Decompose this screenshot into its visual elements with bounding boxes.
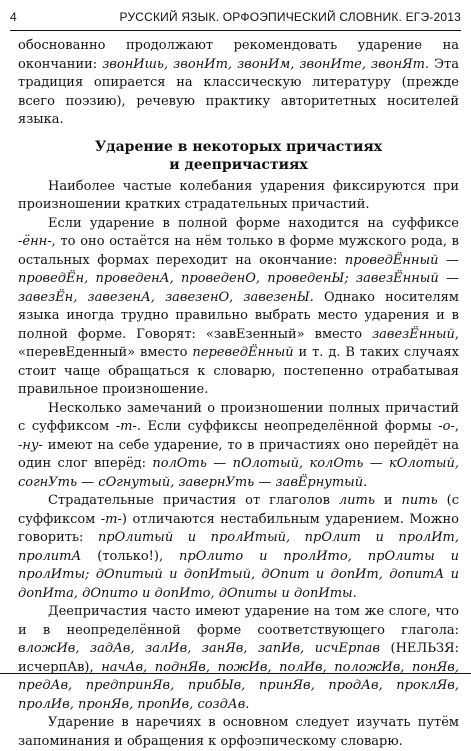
text-run: , «перевЕденный» вместо: [18, 326, 459, 360]
section-heading: [18, 138, 459, 174]
italic-example: прОлитый и пролИтый, прОлит и пролИт, пролитА: [18, 530, 459, 564]
paragraph-p-4: [18, 492, 459, 603]
paragraph-p-2: [18, 215, 459, 400]
text-run: Несколько замечаний о произношении полных причастий с суффиксом: [18, 400, 459, 434]
body-text: [18, 37, 459, 751]
text-run: (с суффиксом: [18, 493, 459, 527]
italic-example: переведЁнный: [192, 345, 294, 360]
italic-example: пить: [401, 493, 438, 508]
italic-example: -т-: [115, 419, 137, 434]
text-run: , то оно остаётся на нём только в форме мужского рода, в остальных формах переходит на окончание:: [18, 234, 459, 268]
page-header: [10, 6, 461, 28]
italic-example: звонИшь, звонИт, звонИм, звонИте, звонЯт.: [102, 56, 430, 72]
text-run: Если ударение в полной форме находится на суффиксе: [48, 215, 459, 231]
paragraph-p-5: [18, 603, 459, 714]
italic-example: проведЁнный — проведЁн, проведенА, проведенО, проведенЫ; завезЁнный — завезЁн, завезенА, завезенО, завезенЫ.: [18, 252, 459, 305]
text-run: и т. д. В таких случаях стоит чаще обращаться к словарю, постепенно отрабатывая правильное произношение.: [18, 345, 459, 397]
heading-line: Ударение в некоторых причастиях: [94, 138, 383, 155]
text-run: Деепричастия часто имеют ударение на том же слоге, что и в неопределённой форме соответствующего глагола:: [18, 604, 459, 638]
text-run: имеют на себе ударение, то в причастиях оно перейдёт на один слог вперёд:: [18, 437, 459, 471]
heading-line: и деепричастиях: [169, 156, 308, 173]
italic-example: -ённ-: [18, 234, 52, 249]
text-run: ,: [454, 419, 459, 434]
italic-example: вложИв, задАв, залИв, занЯв, запИв, исчЕрпав: [18, 641, 380, 656]
text-run: (только!),: [81, 548, 180, 564]
italic-example: завезЁнный: [372, 326, 455, 342]
text-run: Ударение в наречиях в основном следует изучать путём запоминания и обращения к орфоэпическому словарю.: [18, 715, 459, 749]
italic-example: лить: [338, 493, 375, 508]
italic-example: -ну-: [18, 437, 43, 453]
text-run: Страдательные причастия от глаголов: [48, 493, 339, 508]
text-run: Эта традиция опирается на классическую литературу (прежде всего поэзию), речевую практику авторитетных носителей языка.: [18, 56, 459, 127]
paragraph-p-1: [18, 178, 459, 215]
text-run: . Если суффиксы неопределённой формы: [136, 419, 439, 434]
text-run: обоснованно продолжают рекомендовать ударение на окончании:: [18, 38, 459, 72]
paragraph-p-3: [18, 400, 459, 493]
text-run: ) отличаются нестабильным ударением. Можно говорить:: [18, 511, 460, 545]
running-title: РУССКИЙ ЯЗЫК. ОРФОЭПИЧЕСКИЙ СЛОВНИК. ЕГЭ-2013: [119, 10, 461, 24]
italic-example: начАв, поднЯв, пожИв, полИв, положИв, понЯв, предАв, предпринЯв, прибЫв, принЯв, продАв, проклЯв, пролИв, пронЯв, пропИв, создАв.: [18, 659, 459, 712]
paragraph-p-6: [18, 714, 459, 751]
paragraph-p-intro: [18, 37, 459, 130]
italic-example: -т-: [100, 511, 122, 527]
page-number: 4: [10, 10, 17, 24]
footer-rule: [0, 673, 471, 674]
text-run: Наиболее частые колебания ударения фиксируются при произношении кратких страдательных причастий.: [18, 178, 459, 212]
italic-example: полОть — пОлотый, колОть — кОлотый, согнУть — сОгнутый, завернУть — завЁрнутый.: [18, 456, 459, 490]
header-rule: [10, 30, 461, 31]
italic-example: прОлито и пролИто, прОлиты и пролИты; дОпитый и допИтый, дОпит и допИт, допитА и допИта, дОпито и допИто, дОпиты и допИты.: [18, 548, 459, 601]
text-run: Однако носителям языка иногда трудно правильно выбрать место ударения и в полной форме. Говорят: «завЕзенный» вместо: [18, 289, 459, 342]
text-run: и: [374, 493, 402, 508]
italic-example: -о-: [438, 419, 455, 434]
text-run: (НЕЛЬЗЯ: исчерпАв),: [18, 641, 459, 675]
